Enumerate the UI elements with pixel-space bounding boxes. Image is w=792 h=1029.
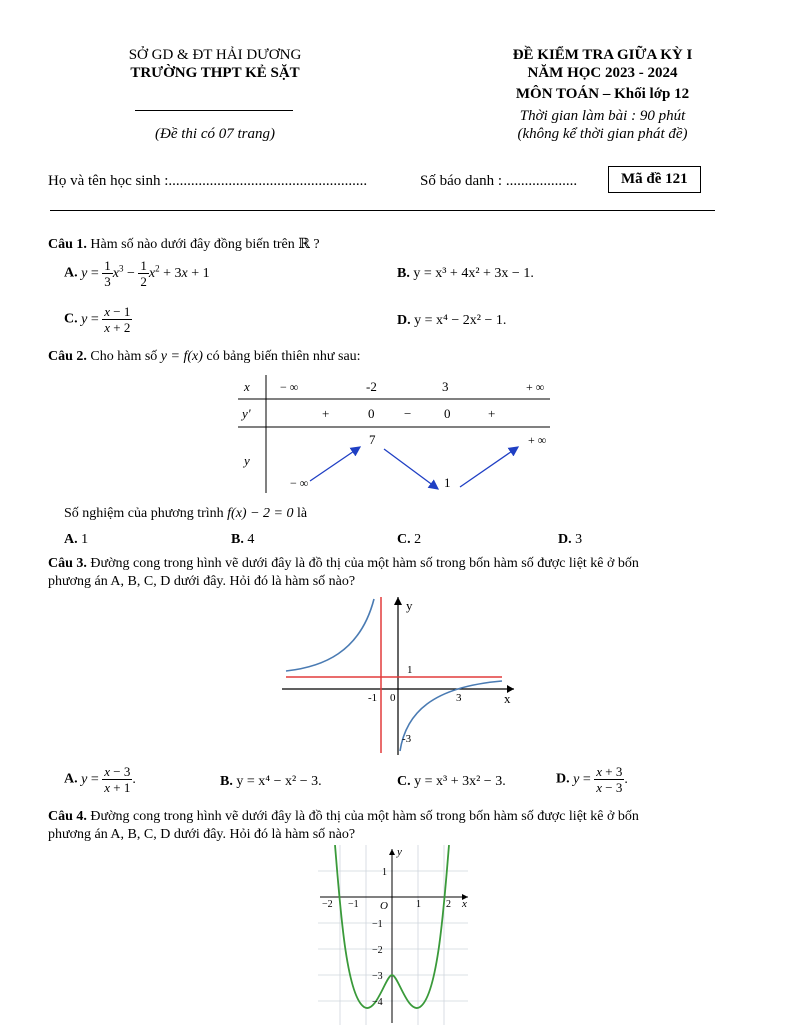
q4-graph (318, 845, 478, 1025)
sign-minus: − (404, 406, 412, 421)
q3-option-b[interactable]: B. y = x⁴ − x² − 3. (220, 774, 322, 789)
x-neg-inf: − ∞ (280, 380, 299, 394)
y-pos-inf: + ∞ (528, 433, 547, 447)
q1-option-a[interactable]: A. y = $\frac{1}{3}$ $x^3$ − $\frac{1}{2}$ $x^2 + 3x + 1$ (64, 258, 210, 289)
label-x-minus-one: −1 (348, 899, 359, 910)
label-x: x (462, 898, 467, 910)
q1-option-d[interactable]: D. y = x⁴ − 2x² − 1. (397, 313, 507, 328)
label-y-one: 1 (382, 867, 387, 878)
label-origin: O (380, 900, 388, 912)
label-y-minus-four: −4 (372, 997, 383, 1008)
student-id-field: Số báo danh : ................... (420, 173, 578, 189)
label-x-one: 1 (416, 899, 421, 910)
q2-text: Câu 2. Cho hàm số y = f(x) có bảng biến thiên như sau: (48, 349, 361, 364)
q4-text-line1: Câu 4. Đường cong trong hình vẽ dưới đây là đồ thị của một hàm số trong bốn hàm số được liệt kê ở bốn (48, 809, 639, 824)
q3-graph (282, 595, 522, 755)
sign-zero-1: 0 (368, 406, 375, 421)
q3-option-c[interactable]: C. y = x³ + 3x² − 3. (397, 774, 506, 789)
arrow-down (384, 449, 438, 489)
q2-option-c[interactable]: C. 2 (397, 532, 422, 547)
time-note: (không kể thời gian phát đề) (517, 126, 688, 142)
label-y-minus-one: −1 (372, 919, 383, 930)
sign-plus-1: + (322, 406, 330, 421)
q2-option-b[interactable]: B. 4 (231, 532, 255, 547)
school-dept: SỞ GD & ĐT HẢI DƯƠNG (128, 47, 302, 63)
curve-right-branch (400, 681, 502, 751)
q3-option-a[interactable]: A. y = $\frac{x - 3}{x + 1}$ . (64, 764, 136, 795)
q3-text-line1: Câu 3. Đường cong trong hình vẽ dưới đây là đồ thị của một hàm số trong bốn hàm số được liệt kê ở bốn (48, 556, 639, 571)
student-name-field: Họ và tên học sinh :..................................................... (48, 173, 368, 189)
info-divider (50, 210, 715, 211)
q4-text-line2: phương án A, B, C, D dưới đây. Hỏi đó là hàm số nào? (48, 827, 356, 842)
sign-plus-2: + (488, 406, 496, 421)
header-divider (135, 110, 293, 111)
page-count-note: (Đề thi có 07 trang) (155, 126, 275, 142)
label-y-minus-two: −2 (372, 945, 383, 956)
label-x: x (504, 691, 511, 706)
school-name: TRƯỜNG THPT KẺ SẶT (130, 65, 300, 81)
table-y-label: y (244, 453, 250, 468)
table-x-label: x (244, 379, 250, 394)
label-y: y (397, 846, 402, 858)
q2-question: Số nghiệm của phương trình f(x) − 2 = 0 là (64, 506, 308, 521)
x-three: 3 (442, 379, 449, 394)
q3-option-d[interactable]: D. y = $\frac{x + 3}{x - 3}$ . (556, 764, 628, 795)
school-year: NĂM HỌC 2023 - 2024 (527, 65, 678, 81)
label-one: 1 (407, 664, 413, 676)
sign-zero-2: 0 (444, 406, 451, 421)
arrow-up-1 (310, 447, 360, 481)
q1-option-c[interactable]: C. y = $\frac{x - 1}{x + 2}$ (64, 304, 131, 335)
x-minus-two: -2 (366, 379, 377, 394)
label-x-two: 2 (446, 899, 451, 910)
label-minus-one: -1 (368, 692, 378, 704)
label-x-minus-two: −2 (322, 899, 333, 910)
variation-table (238, 375, 558, 495)
curve-left-branch (286, 599, 374, 671)
q3-text-line2: phương án A, B, C, D dưới đây. Hỏi đó là hàm số nào? (48, 574, 356, 589)
label-zero: 0 (390, 692, 396, 704)
arrow-up-2 (460, 447, 518, 487)
exam-code: Mã đề 121 (608, 166, 701, 193)
q1-text: Câu 1. Hàm số nào dưới đây đồng biến trên ℝ ? (48, 237, 320, 252)
q2-option-d[interactable]: D. 3 (558, 532, 583, 547)
y-max-seven: 7 (369, 432, 376, 447)
q1-option-b[interactable]: B. y = x³ + 4x² + 3x − 1. (397, 266, 534, 281)
q2-option-a[interactable]: A. 1 (64, 532, 89, 547)
exam-title: ĐỀ KIỂM TRA GIỮA KỲ I (512, 47, 693, 63)
table-yprime-label: y' (242, 406, 251, 421)
label-y: y (406, 598, 413, 613)
time-limit: Thời gian làm bài : 90 phút (519, 108, 686, 124)
label-three: 3 (456, 692, 462, 704)
label-minus-three: -3 (402, 733, 412, 745)
label-y-minus-three: −3 (372, 971, 383, 982)
subject: MÔN TOÁN – Khối lớp 12 (515, 86, 690, 102)
x-pos-inf: + ∞ (526, 380, 545, 394)
y-neg-inf: − ∞ (290, 476, 309, 490)
y-min-one: 1 (444, 475, 451, 490)
